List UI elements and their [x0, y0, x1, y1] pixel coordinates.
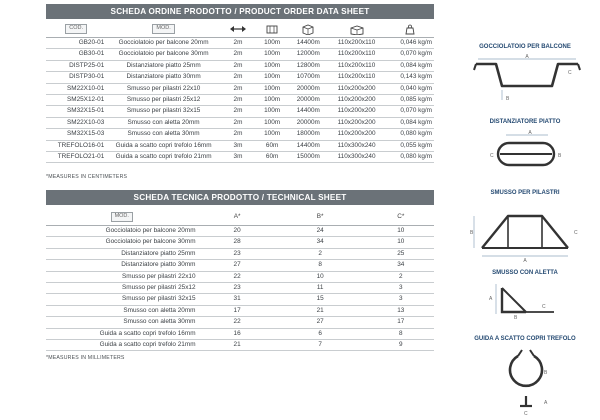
order-cell-code: SM32X15-03	[46, 129, 106, 140]
dim-label-c4: C	[542, 304, 546, 310]
tech-cell-c: 10	[368, 226, 434, 237]
diagram-title-smusso-pilastri: SMUSSO PER PILASTRI	[490, 190, 560, 196]
order-cell-length: 2m	[221, 83, 255, 94]
tech-cell-a: 16	[202, 328, 273, 339]
tech-cell-c: 8	[368, 328, 434, 339]
order-row	[46, 117, 434, 128]
tech-cell-c: 17	[368, 317, 434, 328]
roll-header	[255, 21, 289, 38]
order-cell-description: Smusso per pilastri 25x12	[106, 94, 221, 105]
tech-row	[46, 237, 434, 248]
tech-note: *MEASURES IN MILLIMETERS	[46, 355, 125, 361]
order-cell-roll: 100m	[255, 117, 289, 128]
tech-cell-name: Smusso per pilastri 32x15	[46, 294, 202, 305]
tech-cell-a: 22	[202, 271, 273, 282]
tech-cell-c: 3	[368, 282, 434, 293]
smusso-pilastri-drawing	[468, 200, 586, 262]
order-row	[46, 72, 434, 83]
order-cell-dims: 110x200x200	[327, 94, 385, 105]
order-cell-dims: 110x200x110	[327, 49, 385, 60]
tech-cell-a: 23	[202, 248, 273, 259]
order-cell-length: 2m	[221, 117, 255, 128]
tech-cell-name: Smusso con aletta 30mm	[46, 317, 202, 328]
tech-cell-b: 15	[273, 294, 368, 305]
tech-row	[46, 328, 434, 339]
order-cell-box: 20000m	[289, 94, 327, 105]
tech-cell-b: 8	[273, 260, 368, 271]
order-note: *MEASURES IN CENTIMETERS	[46, 174, 128, 180]
tech-cell-a: 27	[202, 260, 273, 271]
order-cell-dims: 110x200x200	[327, 117, 385, 128]
order-cell-box: 20000m	[289, 83, 327, 94]
order-cell-roll: 60m	[255, 151, 289, 162]
order-cell-dims: 110x200x200	[327, 129, 385, 140]
tech-sheet-title: SCHEDA TECNICA PRODOTTO / TECHNICAL SHEET	[46, 190, 434, 205]
tech-table-header	[46, 209, 434, 226]
length-header	[221, 21, 255, 38]
box-dimensions-icon	[349, 24, 365, 35]
order-cell-description: Guida a scatto copri trefolo 16mm	[106, 140, 221, 151]
order-cell-code: SM25X12-01	[46, 94, 106, 105]
order-cell-weight: 0,084 kg/m	[386, 60, 434, 71]
description-header	[106, 21, 221, 38]
tech-row	[46, 339, 434, 350]
order-cell-length: 2m	[221, 106, 255, 117]
tech-row	[46, 294, 434, 305]
bundle-icon	[266, 24, 278, 34]
c-header: C*	[368, 209, 434, 226]
dim-label-a4: A	[489, 296, 493, 302]
order-cell-length: 2m	[221, 49, 255, 60]
distanziatore-drawing	[486, 129, 566, 175]
tech-cell-name: Guida a scatto copri trefolo 16mm	[46, 328, 202, 339]
tech-row	[46, 271, 434, 282]
order-cell-weight: 0,046 kg/m	[386, 38, 434, 49]
order-cell-dims: 110x200x110	[327, 38, 385, 49]
dim-label-b: B	[506, 96, 510, 102]
order-cell-length: 2m	[221, 129, 255, 140]
order-cell-box: 12000m	[289, 49, 327, 60]
tech-cell-b: 10	[273, 271, 368, 282]
dim-label-b2: B	[558, 153, 562, 159]
tech-cell-b: 7	[273, 339, 368, 350]
order-cell-description: Guida a scatto copri trefolo 21mm	[106, 151, 221, 162]
tech-cell-b: 2	[273, 248, 368, 259]
order-cell-description: Gocciolatoio per balcone 20mm	[106, 38, 221, 49]
pallet-icon	[302, 24, 314, 35]
order-cell-weight: 0,084 kg/m	[386, 117, 434, 128]
tech-row	[46, 248, 434, 259]
order-row	[46, 106, 434, 117]
dim-label-b5: B	[544, 370, 548, 376]
gocciolatoio-drawing	[468, 54, 586, 106]
code-header	[46, 21, 106, 38]
tech-cell-b: 11	[273, 282, 368, 293]
order-table	[46, 21, 434, 163]
tech-cell-a: 31	[202, 294, 273, 305]
a-header: A*	[202, 209, 273, 226]
order-cell-weight: 0,080 kg/m	[386, 151, 434, 162]
order-table-header	[46, 21, 434, 38]
model-badge: MOD.	[152, 24, 174, 34]
tech-cell-c: 13	[368, 305, 434, 316]
diagram-column	[450, 0, 600, 420]
dim-label-c: C	[568, 70, 572, 76]
order-row	[46, 129, 434, 140]
order-cell-dims: 110x200x110	[327, 72, 385, 83]
order-cell-length: 2m	[221, 60, 255, 71]
tech-cell-name: Smusso con aletta 20mm	[46, 305, 202, 316]
tech-row	[46, 226, 434, 237]
order-cell-roll: 100m	[255, 60, 289, 71]
order-cell-box: 15000m	[289, 151, 327, 162]
order-cell-code: SM22X10-03	[46, 117, 106, 128]
order-cell-roll: 100m	[255, 106, 289, 117]
order-cell-dims: 110x200x200	[327, 83, 385, 94]
order-cell-code: DISTP30-01	[46, 72, 106, 83]
tech-cell-a: 20	[202, 226, 273, 237]
tech-cell-name: Smusso per pilastri 22x10	[46, 271, 202, 282]
dim-label-a: A	[525, 54, 529, 60]
smusso-aletta-drawing	[486, 280, 566, 320]
tech-cell-b: 27	[273, 317, 368, 328]
order-cell-box: 14400m	[289, 140, 327, 151]
tech-cell-b: 21	[273, 305, 368, 316]
dim-label-c5: C	[524, 411, 528, 416]
tech-cell-a: 21	[202, 339, 273, 350]
order-cell-roll: 100m	[255, 129, 289, 140]
order-cell-length: 3m	[221, 151, 255, 162]
order-cell-weight: 0,055 kg/m	[386, 140, 434, 151]
order-cell-length: 2m	[221, 38, 255, 49]
tech-cell-a: 23	[202, 282, 273, 293]
order-cell-length: 2m	[221, 94, 255, 105]
order-cell-description: Gocciolatoio per balcone 30mm	[106, 49, 221, 60]
order-cell-dims: 110x300x240	[327, 140, 385, 151]
order-row	[46, 151, 434, 162]
order-cell-description: Distanziatore piatto 25mm	[106, 60, 221, 71]
box-header	[289, 21, 327, 38]
order-cell-dims: 110x200x200	[327, 106, 385, 117]
tech-cell-c: 10	[368, 237, 434, 248]
dim-label-c2: C	[490, 153, 494, 159]
order-cell-weight: 0,080 kg/m	[386, 129, 434, 140]
tech-cell-c: 9	[368, 339, 434, 350]
order-cell-code: TREFOLO21-01	[46, 151, 106, 162]
tech-cell-b: 6	[273, 328, 368, 339]
order-cell-roll: 60m	[255, 140, 289, 151]
tech-cell-b: 34	[273, 237, 368, 248]
order-cell-box: 20000m	[289, 117, 327, 128]
order-cell-weight: 0,143 kg/m	[386, 72, 434, 83]
tech-cell-c: 3	[368, 294, 434, 305]
order-cell-code: SM22X10-01	[46, 83, 106, 94]
guida-trefolo-drawing	[496, 346, 556, 416]
order-cell-roll: 100m	[255, 49, 289, 60]
tech-cell-c: 25	[368, 248, 434, 259]
order-cell-weight: 0,070 kg/m	[386, 49, 434, 60]
weight-icon	[404, 24, 416, 35]
order-cell-weight: 0,070 kg/m	[386, 106, 434, 117]
order-cell-box: 18000m	[289, 129, 327, 140]
dim-label-c3: C	[574, 230, 578, 236]
tech-row	[46, 260, 434, 271]
order-cell-code: GB30-01	[46, 49, 106, 60]
diagram-title-guida-trefolo: GUIDA A SCATTO COPRI TREFOLO	[474, 336, 576, 342]
order-row	[46, 140, 434, 151]
tech-table	[46, 209, 434, 351]
code-badge: COD.	[65, 24, 87, 34]
b-header: B*	[273, 209, 368, 226]
tech-cell-name: Guida a scatto copri trefolo 21mm	[46, 339, 202, 350]
order-cell-description: Smusso con aletta 20mm	[106, 117, 221, 128]
order-row	[46, 83, 434, 94]
tech-model-badge: MOD.	[111, 212, 133, 222]
tech-cell-a: 28	[202, 237, 273, 248]
tech-row	[46, 317, 434, 328]
tech-cell-c: 34	[368, 260, 434, 271]
order-cell-roll: 100m	[255, 72, 289, 83]
dims-header	[327, 21, 385, 38]
order-row	[46, 49, 434, 60]
order-row	[46, 94, 434, 105]
diagram-title-gocciolatoio: GOCCIOLATOIO PER BALCONE	[479, 44, 571, 50]
order-cell-code: SM32X15-01	[46, 106, 106, 117]
order-cell-box: 10700m	[289, 72, 327, 83]
order-cell-description: Smusso per pilastri 32x15	[106, 106, 221, 117]
tech-cell-name: Distanziatore piatto 30mm	[46, 260, 202, 271]
order-cell-code: GB20-01	[46, 38, 106, 49]
tech-row	[46, 305, 434, 316]
diagram-title-smusso-aletta: SMUSSO CON ALETTA	[492, 270, 558, 276]
tech-cell-name: Smusso per pilastri 25x12	[46, 282, 202, 293]
order-cell-dims: 110x200x110	[327, 60, 385, 71]
order-cell-box: 12800m	[289, 60, 327, 71]
order-row	[46, 38, 434, 49]
tech-cell-a: 22	[202, 317, 273, 328]
order-row	[46, 60, 434, 71]
dim-label-a5: A	[544, 400, 548, 406]
dim-label-b3: B	[470, 230, 474, 236]
order-cell-description: Smusso con aletta 30mm	[106, 129, 221, 140]
tech-cell-a: 17	[202, 305, 273, 316]
order-cell-length: 3m	[221, 140, 255, 151]
order-cell-description: Distanziatore piatto 30mm	[106, 72, 221, 83]
order-cell-box: 14400m	[289, 38, 327, 49]
tech-cell-b: 24	[273, 226, 368, 237]
order-cell-code: TREFOLO16-01	[46, 140, 106, 151]
tech-cell-name: Gocciolatoio per balcone 30mm	[46, 237, 202, 248]
tech-row	[46, 282, 434, 293]
order-cell-description: Smusso per pilastri 22x10	[106, 83, 221, 94]
order-cell-roll: 100m	[255, 94, 289, 105]
order-cell-dims: 110x300x240	[327, 151, 385, 162]
order-cell-code: DISTP25-01	[46, 60, 106, 71]
weight-header	[386, 21, 434, 38]
order-cell-box: 14400m	[289, 106, 327, 117]
order-cell-length: 2m	[221, 72, 255, 83]
order-cell-weight: 0,085 kg/m	[386, 94, 434, 105]
dim-label-a3: A	[523, 258, 527, 262]
tech-cell-name: Distanziatore piatto 25mm	[46, 248, 202, 259]
tech-cell-name: Gocciolatoio per balcone 20mm	[46, 226, 202, 237]
double-arrow-icon	[230, 25, 246, 33]
model-header	[46, 209, 202, 226]
dim-label-a2: A	[528, 130, 532, 136]
diagram-title-distanziatore: DISTANZIATORE PIATTO	[489, 119, 561, 125]
order-cell-roll: 100m	[255, 38, 289, 49]
dim-label-b4: B	[514, 315, 518, 320]
order-cell-weight: 0,040 kg/m	[386, 83, 434, 94]
tech-cell-c: 2	[368, 271, 434, 282]
order-sheet-title: SCHEDA ORDINE PRODOTTO / PRODUCT ORDER DATA SHEET	[46, 4, 434, 19]
order-cell-roll: 100m	[255, 83, 289, 94]
